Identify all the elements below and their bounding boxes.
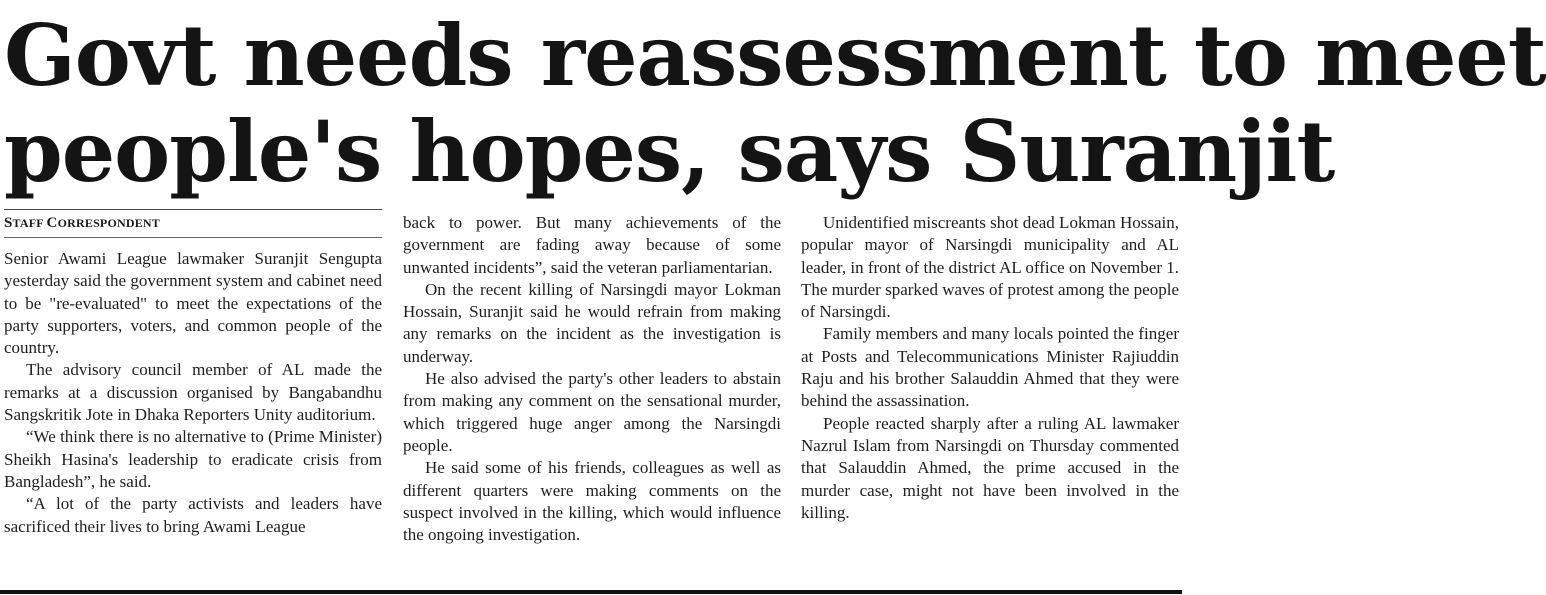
byline: STAFF CORRESPONDENT (4, 215, 161, 231)
column-2 (403, 212, 781, 546)
paragraph: Family members and many locals pointed the finger at Posts and Telecommunications Minister Rajiuddin Raju and his brother Salauddin Ahmed that they were behind the assassination. (801, 324, 1179, 411)
column-1 (4, 248, 382, 538)
headline-line-1: Govt needs reassessment to meet (4, 6, 1546, 105)
top-rule (4, 209, 382, 210)
column-3 (801, 212, 1179, 524)
paragraph: People reacted sharply after a ruling AL lawmaker Nazrul Islam from Narsingdi on Thursday commented that Salauddin Ahmed, the prime accused in the murder case, might not have been involved in the killing. (801, 413, 1179, 522)
headline-line-2: people's hopes, says Suranjit (4, 102, 1335, 201)
paragraph: On the recent killing of Narsingdi mayor Lokman Hossain, Suranjit said he would refrain from making any remarks on the incident as the investigation is underway. (403, 279, 781, 366)
paragraph: He said some of his friends, colleagues as well as different quarters were making comments on the suspect involved in the killing, which would influence the ongoing investigation. (403, 458, 781, 545)
paragraph: “We think there is no alternative to (Prime Minister) Sheikh Hasina's leadership to eradicate crisis from Bangladesh”, he said. (4, 427, 382, 491)
paragraph: “A lot of the party activists and leaders have sacrificed their lives to bring Awami League (4, 494, 382, 536)
headline (4, 6, 1546, 201)
paragraph: back to power. But many achievements of the government are fading away because of some unwanted incidents”, said the veteran parliamentarian. (403, 213, 781, 277)
paragraph: Senior Awami League lawmaker Suranjit Sengupta yesterday said the government system and cabinet need to be "re-evaluated" to meet the expectations of the party supporters, voters, and common people of the country. (4, 249, 382, 358)
bottom-rule (0, 590, 1182, 594)
byline-rule (4, 237, 382, 238)
paragraph: He also advised the party's other leaders to abstain from making any comment on the sensational murder, which triggered huge anger among the Narsingdi people. (403, 369, 781, 455)
paragraph: Unidentified miscreants shot dead Lokman Hossain, popular mayor of Narsingdi municipality and AL leader, in front of the district AL office on November 1. The murder sparked waves of protest among the people of Narsingdi. (801, 213, 1179, 322)
paragraph: The advisory council member of AL made the remarks at a discussion organised by Bangabandhu Sangskritik Jote in Dhaka Reporters Unity auditorium. (4, 360, 382, 425)
